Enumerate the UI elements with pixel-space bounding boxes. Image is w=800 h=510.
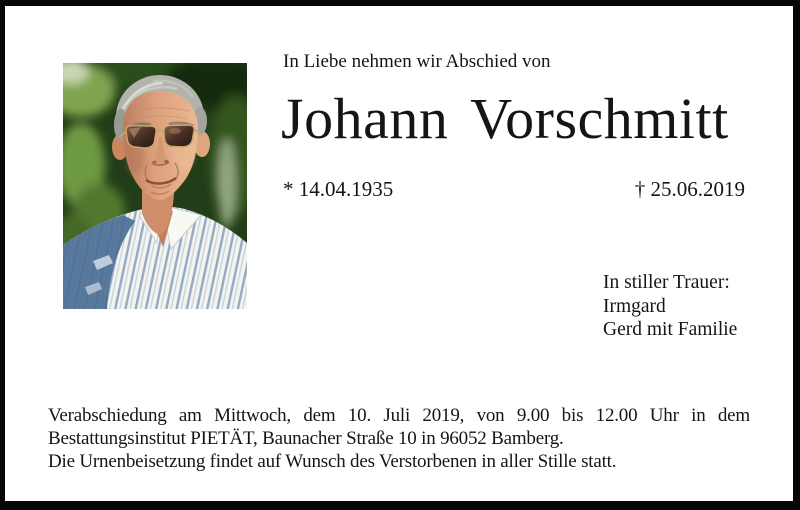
mourner-name: Irmgard — [603, 295, 666, 317]
portrait-photo — [63, 63, 247, 309]
death-notice-card — [5, 6, 793, 501]
intro-line: In Liebe nehmen wir Abschied von — [283, 51, 551, 72]
dates-row — [283, 176, 745, 202]
mourning-block — [603, 271, 737, 342]
announcement-line: Die Urnenbeisetzung findet auf Wunsch des Verstorbenen in aller Stille statt. — [48, 451, 617, 473]
birth-date: * 14.04.1935 — [283, 177, 394, 201]
announcement-line: Bestattungsinstitut PIETÄT, Baunacher Straße 10 in 96052 Bamberg. — [48, 428, 564, 450]
announcement-line: Verabschiedung am Mittwoch, dem 10. Juli 2019, von 9.00 bis 12.00 Uhr in dem — [48, 405, 750, 426]
mourner-name: Gerd mit Familie — [603, 319, 738, 340]
deceased-name: Johann Vorschmitt — [281, 86, 729, 151]
death-date: † 25.06.2019 — [634, 177, 745, 201]
mourning-heading: In stiller Trauer: — [603, 272, 730, 293]
announcement-block — [48, 404, 750, 474]
